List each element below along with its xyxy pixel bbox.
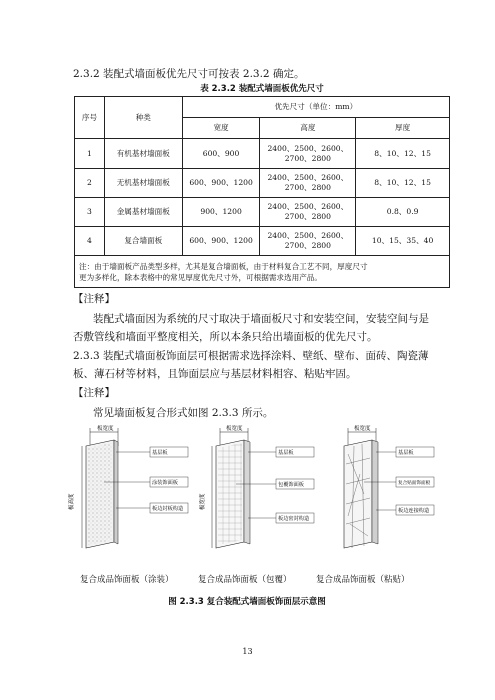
panel-pasting [344, 424, 434, 548]
size-table [74, 96, 450, 288]
page-number: 13 [242, 647, 253, 656]
panel2-label-base: 基层板 [278, 450, 294, 456]
panel3-caption: 复合成品饰面板（粘贴） [316, 575, 410, 585]
row-thickness: 10、15、35、40 [356, 227, 450, 256]
row-type: 有机基材墙面板 [104, 139, 182, 169]
row-thickness: 8、10、12、15 [356, 139, 450, 169]
section-2-3-2-intro: 2.3.2 装配式墙面板优先尺寸可按表 2.3.2 确定。 [73, 68, 305, 80]
row-type: 无机基材墙面板 [104, 169, 182, 198]
header-thickness: 厚度 [356, 118, 450, 139]
panel1-label-edge: 板边封板构造 [152, 506, 184, 512]
panel2-width-label: 板宽度 [226, 426, 243, 432]
note-heading-2: 【注释】 [73, 387, 115, 399]
note-1-line-1: 装配式墙面因为系统的尺寸取决于墙面板尺寸和安装空间，安装空间与是 [93, 313, 429, 325]
panel-coating [67, 424, 188, 548]
row-height: 2400、2500、2600、 2700、2800 [260, 198, 356, 227]
note-2-line-1: 常见墙面板复合形式如图 2.3.3 所示。 [93, 407, 274, 419]
row-type: 复合墙面板 [104, 227, 182, 256]
panel2-side-label: 板宽度 [200, 493, 206, 510]
section-2-3-3-line-1: 2.3.3 装配式墙面板饰面层可根据需求选择涂料、壁纸、壁布、面砖、陶瓷薄 [73, 350, 429, 362]
table-row [75, 198, 450, 227]
header-height: 高度 [260, 118, 356, 139]
row-no: 1 [75, 139, 105, 169]
header-no: 序号 [75, 97, 105, 139]
panel-wrapping [198, 424, 314, 548]
row-type: 金属基材墙面板 [104, 198, 182, 227]
row-width: 600、900、1200 [182, 169, 260, 198]
panel2-label-facing: 包覆饰面板 [278, 482, 304, 488]
panel3-label-edge: 板边连接构造 [398, 508, 430, 514]
row-width: 600、900、1200 [182, 227, 260, 256]
panel1-label-facing: 涂装饰面板 [152, 480, 178, 486]
table-row [75, 169, 450, 198]
panel2-label-edge: 板边密封构造 [278, 516, 310, 522]
header-size-group: 优先尺寸（单位：mm） [182, 97, 449, 118]
row-thickness: 8、10、12、15 [356, 169, 450, 198]
table-note: 注：由于墙面板产品类型多样，尤其是复合墙面板，由于材料复合工艺不同，厚度尺寸 更为多样化，除本表格中的常见厚度优先尺寸外，可根据需求选用产品。 [75, 256, 450, 288]
table-row [75, 139, 450, 169]
row-width: 600、900 [182, 139, 260, 169]
row-height: 2400、2500、2600、 2700、2800 [260, 139, 356, 169]
row-width: 900、1200 [182, 198, 260, 227]
row-height: 2400、2500、2600、 2700、2800 [260, 169, 356, 198]
note-1-line-2: 否敷管线和墙面平整度相关，所以本条只给出墙面板的优先尺寸。 [73, 331, 378, 343]
row-no: 4 [75, 227, 105, 256]
panel1-label-base: 基层板 [152, 450, 168, 456]
table-row [75, 227, 450, 256]
table-caption: 表 2.3.2 装配式墙面板优先尺寸 [200, 84, 324, 94]
figure-caption: 图 2.3.3 复合装配式墙面板饰面层示意图 [168, 597, 326, 607]
section-2-3-3-line-2: 板、薄石材等材料，且饰面层应与基层材料相容、粘贴牢固。 [73, 368, 357, 380]
panel1-width-label: 板宽度 [97, 426, 114, 432]
note-heading-1: 【注释】 [73, 293, 115, 305]
panel3-label-facing: 复合贴面饰面板 [398, 481, 431, 486]
row-no: 3 [75, 198, 105, 227]
panel1-caption: 复合成品饰面板（涂装） [80, 575, 174, 585]
header-type: 种类 [104, 97, 182, 139]
row-no: 2 [75, 169, 105, 198]
row-height: 2400、2500、2600、 2700、2800 [260, 227, 356, 256]
panel1-side-label: 板高度 [69, 493, 75, 510]
facing-layer-figure [64, 424, 436, 574]
header-width: 宽度 [182, 118, 260, 139]
panel3-label-base: 基层板 [398, 450, 414, 456]
row-thickness: 0.8、0.9 [356, 198, 450, 227]
panel2-caption: 复合成品饰面板（包覆） [198, 575, 292, 585]
panel3-width-label: 板宽度 [354, 426, 371, 432]
